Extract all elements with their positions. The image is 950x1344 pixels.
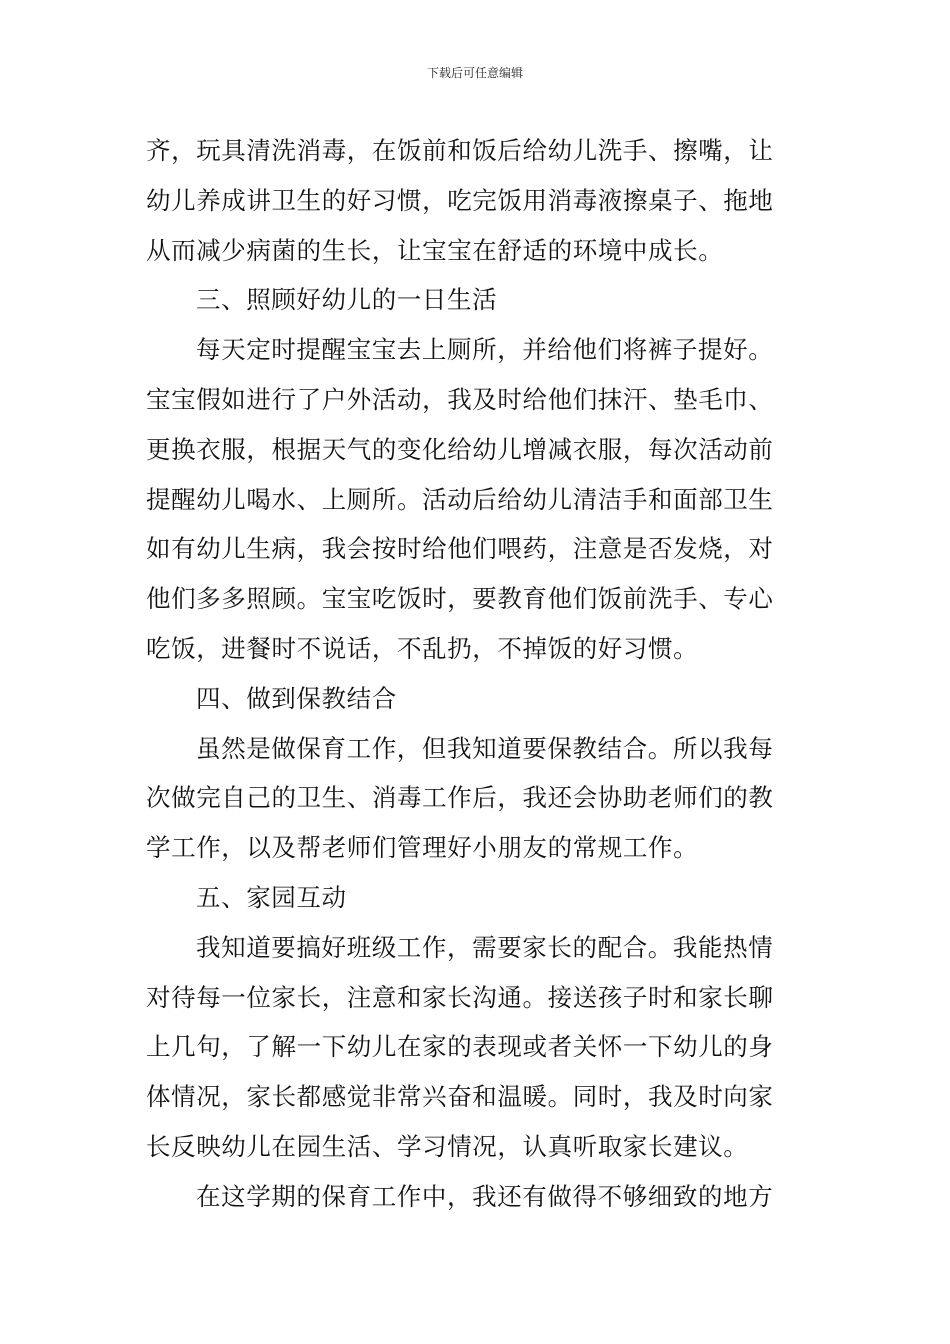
text-line: 从而减少病菌的生长，让宝宝在舒适的环境中成长。 (146, 235, 724, 265)
text-line: 如有幼儿生病，我会按时给他们喂药，注意是否发烧，对 (146, 534, 774, 564)
page-header: 下载后可任意编辑 (426, 66, 523, 80)
text-line: 学工作，以及帮老师们管理好小朋友的常规工作。 (146, 833, 699, 863)
text-line: 我知道要搞好班级工作，需要家长的配合。我能热情 (196, 932, 774, 962)
text-line: 宝宝假如进行了户外活动，我及时给他们抹汗、垫毛巾、 (146, 384, 774, 414)
text-line: 长反映幼儿在园生活、学习情况，认真听取家长建议。 (146, 1131, 749, 1161)
text-line: 四、做到保教结合 (196, 683, 397, 713)
text-line: 对待每一位家长，注意和家长沟通。接送孩子时和家长聊 (146, 982, 774, 1012)
text-line: 虽然是做保育工作，但我知道要保教结合。所以我每 (196, 733, 774, 763)
text-line: 上几句，了解一下幼儿在家的表现或者关怀一下幼儿的身 (146, 1032, 774, 1062)
text-line: 每天定时提醒宝宝去上厕所，并给他们将裤子提好。 (196, 335, 774, 365)
text-line: 更换衣服，根据天气的变化给幼儿增减衣服，每次活动前 (146, 434, 774, 464)
text-line: 五、家园互动 (196, 882, 347, 912)
text-line: 体情况，家长都感觉非常兴奋和温暖。同时，我及时向家 (146, 1082, 774, 1112)
text-line: 他们多多照顾。宝宝吃饭时，要教育他们饭前洗手、专心 (146, 584, 774, 614)
document-body (146, 126, 806, 1222)
text-line: 吃饭，进餐时不说话，不乱扔，不掉饭的好习惯。 (146, 633, 699, 663)
text-line: 次做完自己的卫生、消毒工作后，我还会协助老师们的教 (146, 783, 774, 813)
text-line: 提醒幼儿喝水、上厕所。活动后给幼儿清洁手和面部卫生 (146, 484, 774, 514)
text-line: 幼儿养成讲卫生的好习惯，吃完饭用消毒液擦桌子、拖地 (146, 185, 774, 215)
text-line: 三、照顾好幼儿的一日生活 (196, 285, 498, 315)
text-line: 在这学期的保育工作中，我还有做得不够细致的地方 (196, 1181, 774, 1211)
text-line: 齐，玩具清洗消毒，在饭前和饭后给幼儿洗手、擦嘴，让 (146, 136, 774, 165)
